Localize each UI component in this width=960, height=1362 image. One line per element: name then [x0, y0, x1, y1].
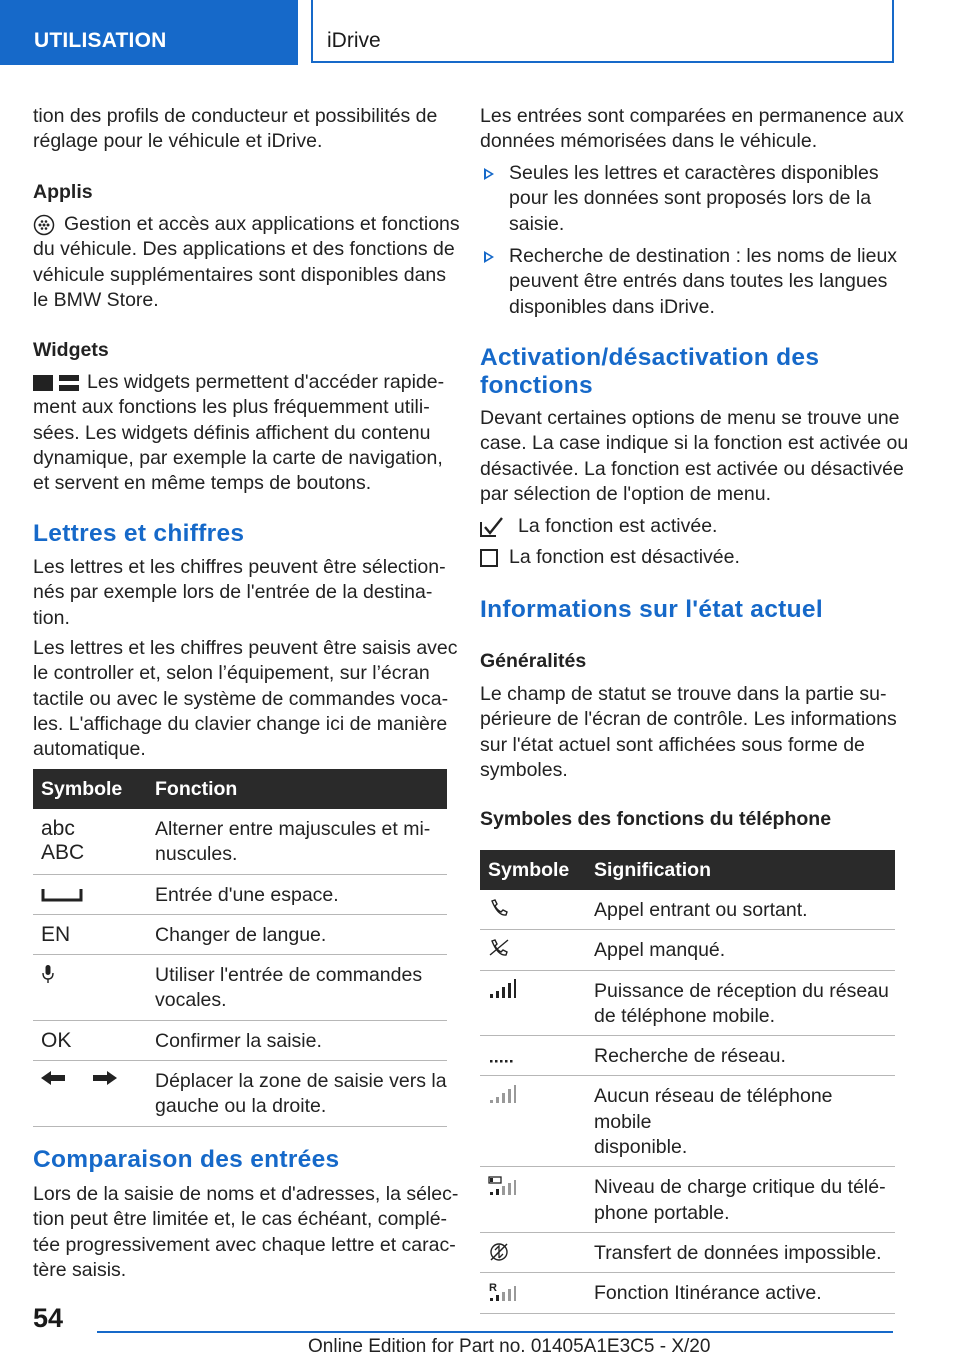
roaming-icon: [488, 1281, 586, 1303]
table-row: Appel manqué.: [480, 930, 895, 970]
space-icon: [41, 883, 147, 905]
col-symbole: Symbole: [480, 850, 586, 890]
widgets-title: Widgets: [33, 339, 109, 361]
no-network-icon: [488, 1084, 586, 1104]
widgets-icon: [33, 374, 79, 392]
phone-call-icon: [488, 898, 586, 918]
heading-lettres: Lettres et chiffres: [33, 520, 245, 547]
svg-text:R: R: [489, 1282, 497, 1295]
heading-comparaison: Comparaison des entrées: [33, 1146, 340, 1173]
section-title: UTILISATION: [34, 29, 167, 52]
section-tab: [0, 0, 298, 65]
applis-text: Gestion et accès aux applications et fonctions du véhicule. Des applications et des fonctions de véhicule supplémentaires sont disponibles dans le BMW Store.: [33, 213, 460, 311]
table-row: Déplacer la zone de saisie vers la gauche ou la droite.: [33, 1061, 447, 1127]
edition-note: Online Edition for Part no. 01405A1E3C5 - X/20: [308, 1336, 711, 1357]
table-row: Recherche de réseau.: [480, 1036, 895, 1076]
table-row: Transfert de données impossible.: [480, 1232, 895, 1272]
page-number: 54: [33, 1303, 64, 1333]
col-fonction: Fonction: [147, 769, 447, 809]
activation-text: Devant certaines options de menu se trouve une case. La case indique si la fonction est activée ou désactivée. La fonction est activée ou désactivée par sélection de l'option de menu.: [480, 407, 909, 505]
col-symbole: Symbole: [33, 769, 147, 809]
bullet-1: Seules les lettres et caractères disponibles pour les données sont proposés lors de la saisie.: [509, 162, 879, 235]
bullet-triangle-icon: [484, 251, 494, 263]
checked-row: La fonction est activée.: [480, 514, 717, 539]
keyboard-symbols-table: [33, 769, 447, 1127]
lettres-p2: Les lettres et les chiffres peuvent être saisis avec le controller et, selon l’équipement, sur l’écran tactile ou avec le système de commandes voca- les. L'affichage du clavier change ici de manière automatique.: [33, 637, 458, 761]
widgets-text: Les widgets permettent d'accéder rapide- ment aux fonctions les plus fréquemment utili- sées. Les widgets définis affichent du contenu dynamique, par exemple la carte de navigation, et servent en même temps de boutons.: [33, 371, 445, 495]
right-intro: Les entrées sont comparées en permanence aux données mémorisées dans le véhicule.: [480, 105, 904, 153]
no-data-transfer-icon: [488, 1241, 586, 1263]
arrows-left-right-icon: [41, 1069, 147, 1091]
generalites-title: Généralités: [480, 650, 587, 672]
table-row: Puissance de réception du réseau de téléphone mobile.: [480, 970, 895, 1036]
phone-symbols-title: Symboles des fonctions du téléphone: [480, 808, 832, 830]
lettres-p1: Les lettres et les chiffres peuvent être sélection- nés par exemple lors de l'entrée de la destina- tion.: [33, 556, 446, 629]
col-signification: Signification: [586, 850, 895, 890]
table-row: Appel entrant ou sortant.: [480, 890, 895, 930]
generalites-text: Le champ de statut se trouve dans la partie su- périeure de l'écran de contrôle. Les informations sur l'état actuel sont affichées sous forme de symboles.: [480, 683, 897, 781]
applis-title: Applis: [33, 181, 93, 203]
language-symbol: EN: [41, 922, 71, 946]
unchecked-row: La fonction est désactivée.: [480, 545, 740, 570]
phone-symbols-table: [480, 850, 895, 1314]
left-intro: tion des profils de conducteur et possibilités de réglage pour le véhicule et iDrive.: [33, 105, 438, 153]
checkbox-checked-icon: [480, 516, 504, 538]
checkbox-unchecked-icon: [480, 549, 498, 567]
table-header: [33, 769, 447, 809]
bullet-2: Recherche de destination : les noms de lieux peuvent être entrés dans toutes les langues disponibles dans iDrive.: [509, 245, 898, 318]
apps-icon: [33, 214, 55, 236]
table-row: Aucun réseau de téléphone mobile disponible.: [480, 1076, 895, 1167]
low-battery-icon: [488, 1175, 586, 1197]
chapter-tab: [311, 0, 894, 63]
signal-strength-icon: [488, 979, 586, 999]
table-row: Utiliser l'entrée de commandes vocales.: [33, 955, 447, 1021]
case-toggle-symbol: abc ABC: [41, 817, 85, 864]
heading-activation: Activation/désactivation des fonctions: [480, 344, 820, 399]
heading-etat: Informations sur l'état actuel: [480, 596, 823, 623]
missed-call-icon: [488, 938, 586, 958]
table-row: Niveau de charge critique du télé- phone portable.: [480, 1167, 895, 1233]
microphone-icon: [41, 963, 147, 985]
bullet-triangle-icon: [484, 168, 494, 180]
table-row: R Fonction Itinérance active.: [480, 1273, 895, 1313]
comparaison-text: Lors de la saisie de noms et d'adresses, la sélec- tion peut être limitée et, le cas échéant, complé- tée progressivement avec chaque lettre et carac- tère saisis.: [33, 1183, 459, 1281]
footer-divider: [97, 1331, 893, 1333]
table-row: OK Confirmer la saisie.: [33, 1020, 447, 1060]
ok-symbol: OK: [41, 1028, 72, 1052]
network-search-icon: [488, 1044, 586, 1064]
chapter-title: iDrive: [327, 29, 381, 52]
table-header: [480, 850, 895, 890]
table-row: EN Changer de langue.: [33, 914, 447, 954]
table-row: Entrée d'une espace.: [33, 874, 447, 914]
table-row: abc ABC Alterner entre majuscules et mi- nuscules.: [33, 809, 447, 874]
